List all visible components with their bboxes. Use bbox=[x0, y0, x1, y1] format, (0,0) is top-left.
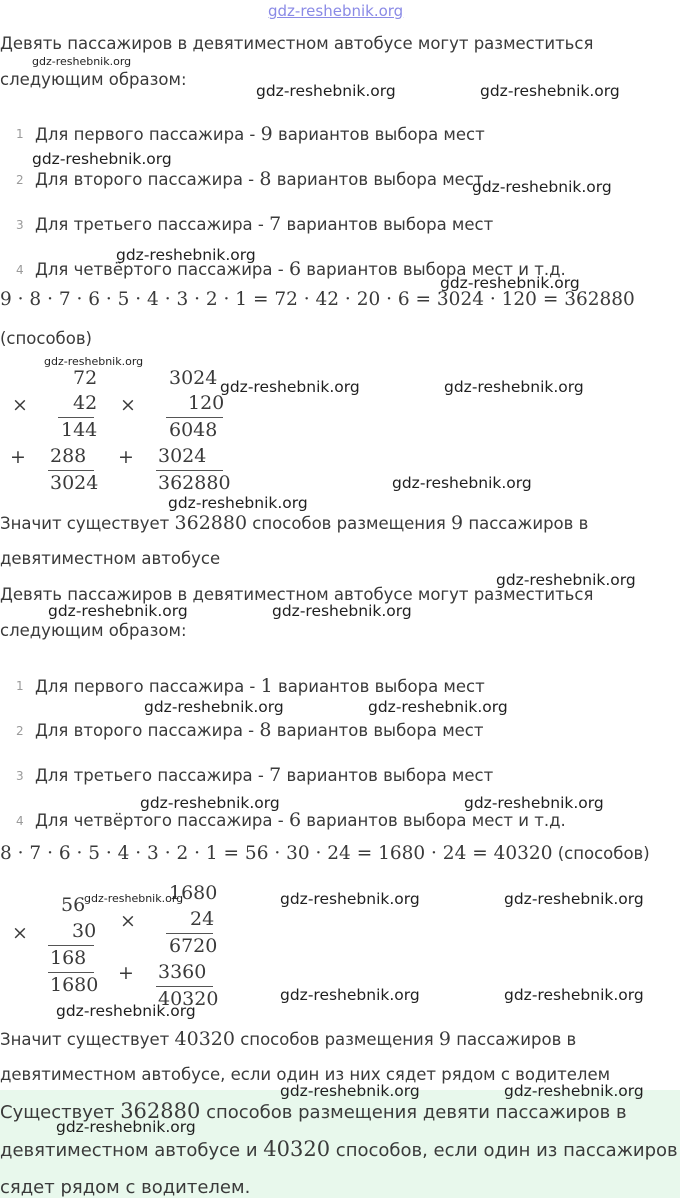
watermark[interactable]: gdz-reshebnik.org bbox=[32, 55, 132, 68]
part1-conclusion-line2: девятиместном автобусе bbox=[0, 549, 221, 568]
calc-operand: 72 bbox=[73, 367, 98, 389]
calc-operand: 1680 bbox=[169, 882, 218, 904]
watermark-header[interactable]: gdz-reshebnik.org bbox=[268, 2, 404, 20]
watermark[interactable]: gdz-reshebnik.org bbox=[84, 892, 184, 905]
calc-rule bbox=[156, 470, 223, 471]
watermark[interactable]: gdz-reshebnik.org bbox=[504, 1082, 644, 1100]
watermark[interactable]: gdz-reshebnik.org bbox=[496, 571, 636, 589]
list-number: 1 bbox=[16, 679, 24, 693]
calc-partial: 168 bbox=[50, 947, 87, 969]
watermark[interactable]: gdz-reshebnik.org bbox=[472, 178, 612, 196]
list-item: Для второго пассажира - 8 вариантов выбора мест bbox=[35, 168, 484, 190]
watermark[interactable]: gdz-reshebnik.org bbox=[368, 698, 508, 716]
watermark[interactable]: gdz-reshebnik.org bbox=[504, 890, 644, 908]
part2-intro-line2: следующим образом: bbox=[0, 621, 187, 640]
calc-plus-sign: + bbox=[118, 446, 134, 468]
list-item: Для третьего пассажира - 7 вариантов выбора мест bbox=[35, 764, 494, 786]
watermark[interactable]: gdz-reshebnik.org bbox=[280, 890, 420, 908]
calc-partial: 3024 bbox=[158, 445, 207, 467]
watermark[interactable]: gdz-reshebnik.org bbox=[144, 698, 284, 716]
calc-operand: 56 bbox=[61, 894, 86, 916]
watermark[interactable]: gdz-reshebnik.org bbox=[220, 378, 360, 396]
watermark[interactable]: gdz-reshebnik.org bbox=[116, 246, 256, 264]
calc-plus-sign: + bbox=[118, 962, 134, 984]
list-item: Для третьего пассажира - 7 вариантов выбора мест bbox=[35, 213, 494, 235]
part1-formula-unit: (способов) bbox=[0, 329, 92, 348]
list-item: Для четвёртого пассажира - 6 вариантов выбора мест и т.д. bbox=[35, 258, 566, 280]
list-number: 4 bbox=[16, 814, 24, 828]
calc-result: 362880 bbox=[158, 472, 231, 494]
calc-result: 40320 bbox=[158, 988, 219, 1010]
list-item: Для четвёртого пассажира - 6 вариантов выбора мест и т.д. bbox=[35, 809, 566, 831]
watermark[interactable]: gdz-reshebnik.org bbox=[280, 986, 420, 1004]
watermark[interactable]: gdz-reshebnik.org bbox=[280, 1082, 420, 1100]
calc-multiply-sign: × bbox=[12, 394, 28, 416]
watermark[interactable]: gdz-reshebnik.org bbox=[56, 1002, 196, 1020]
calc-multiply-sign: × bbox=[120, 910, 136, 932]
list-number: 1 bbox=[16, 127, 24, 141]
calc-partial: 144 bbox=[61, 419, 98, 441]
calc-operand: 3024 bbox=[169, 367, 218, 389]
part1-intro-line2: следующим образом: bbox=[0, 70, 187, 89]
calc-operand: 120 bbox=[188, 392, 225, 414]
calc-partial: 6048 bbox=[169, 419, 218, 441]
calc-partial: 288 bbox=[50, 445, 87, 467]
list-number: 2 bbox=[16, 173, 24, 187]
watermark[interactable]: gdz-reshebnik.org bbox=[44, 355, 144, 368]
part2-conclusion-line2: девятиместном автобусе, если один из них сядет рядом с водителем bbox=[0, 1065, 611, 1084]
answer-line3: сядет рядом с водителем. bbox=[0, 1177, 251, 1198]
calc-operand: 24 bbox=[190, 908, 215, 930]
part2-conclusion-line1: Значит существует 40320 способов размещения 9 пассажиров в bbox=[0, 1028, 577, 1050]
watermark[interactable]: gdz-reshebnik.org bbox=[272, 602, 412, 620]
answer-line1: Существует 362880 способов размещения девяти пассажиров в bbox=[0, 1099, 627, 1123]
part1-intro-line1: Девять пассажиров в девятиместном автобусе могут разместиться bbox=[0, 34, 594, 53]
part1-conclusion-line1: Значит существует 362880 способов размещения 9 пассажиров в bbox=[0, 512, 589, 534]
calc-rule bbox=[156, 986, 213, 987]
calc-operand: 42 bbox=[73, 392, 98, 414]
list-number: 2 bbox=[16, 724, 24, 738]
calc-result: 1680 bbox=[50, 974, 99, 996]
list-number: 4 bbox=[16, 263, 24, 277]
list-number: 3 bbox=[16, 218, 24, 232]
watermark[interactable]: gdz-reshebnik.org bbox=[480, 82, 620, 100]
part1-formula: 9 · 8 · 7 · 6 · 5 · 4 · 3 · 2 · 1 = 72 · 42 · 20 · 6 = 3024 · 120 = 362880 bbox=[0, 289, 635, 310]
calc-rule bbox=[48, 470, 94, 471]
watermark[interactable]: gdz-reshebnik.org bbox=[256, 82, 396, 100]
watermark[interactable]: gdz-reshebnik.org bbox=[56, 1118, 196, 1136]
watermark[interactable]: gdz-reshebnik.org bbox=[444, 378, 584, 396]
watermark[interactable]: gdz-reshebnik.org bbox=[392, 474, 532, 492]
part2-formula: 8 · 7 · 6 · 5 · 4 · 3 · 2 · 1 = 56 · 30 · 24 = 1680 · 24 = 40320 (способов) bbox=[0, 843, 650, 864]
list-item: Для первого пассажира - 1 вариантов выбора мест bbox=[35, 675, 485, 697]
watermark[interactable]: gdz-reshebnik.org bbox=[168, 494, 308, 512]
calc-rule bbox=[58, 417, 94, 418]
watermark[interactable]: gdz-reshebnik.org bbox=[140, 794, 280, 812]
calc-operand: 30 bbox=[72, 920, 97, 942]
calc-result: 3024 bbox=[50, 472, 99, 494]
calc-rule bbox=[166, 417, 223, 418]
watermark[interactable]: gdz-reshebnik.org bbox=[32, 150, 172, 168]
watermark[interactable]: gdz-reshebnik.org bbox=[48, 602, 188, 620]
calc-rule bbox=[48, 972, 94, 973]
list-item: Для первого пассажира - 9 вариантов выбора мест bbox=[35, 123, 485, 145]
calc-partial: 6720 bbox=[169, 935, 218, 957]
list-item: Для второго пассажира - 8 вариантов выбора мест bbox=[35, 719, 484, 741]
calc-partial: 3360 bbox=[158, 961, 207, 983]
watermark[interactable]: gdz-reshebnik.org bbox=[504, 986, 644, 1004]
watermark[interactable]: gdz-reshebnik.org bbox=[440, 274, 580, 292]
list-number: 3 bbox=[16, 769, 24, 783]
calc-multiply-sign: × bbox=[12, 922, 28, 944]
part2-intro-line1: Девять пассажиров в девятиместном автобусе могут разместиться bbox=[0, 585, 594, 604]
calc-multiply-sign: × bbox=[120, 394, 136, 416]
answer-line2: девятиместном автобусе и 40320 способов, если один из пассажиров bbox=[0, 1137, 678, 1161]
calc-rule bbox=[48, 945, 94, 946]
watermark[interactable]: gdz-reshebnik.org bbox=[464, 794, 604, 812]
calc-rule bbox=[166, 933, 213, 934]
calc-plus-sign: + bbox=[10, 446, 26, 468]
